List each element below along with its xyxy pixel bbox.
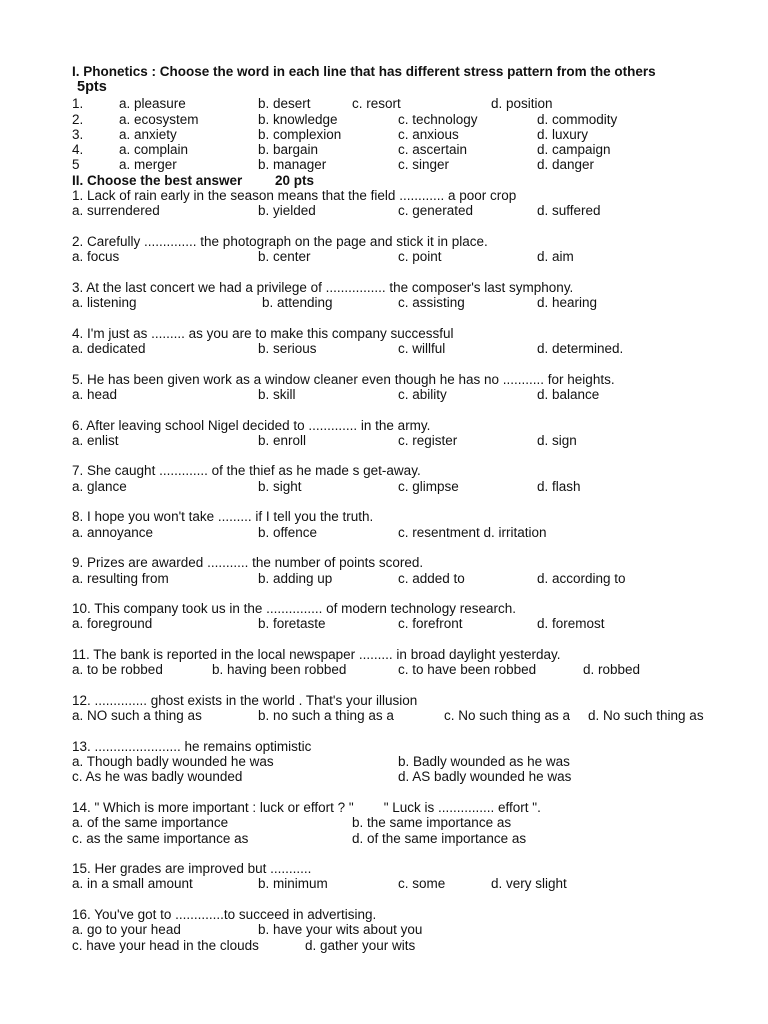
option-b: b. offence bbox=[258, 524, 318, 540]
option-d: d. balance bbox=[537, 386, 600, 402]
option-c: c. point bbox=[398, 249, 442, 265]
option-b: b. enroll bbox=[258, 432, 307, 448]
option-c: c. singer bbox=[398, 157, 450, 173]
option-b: b. knowledge bbox=[258, 111, 338, 127]
option-b: b. serious bbox=[258, 341, 317, 357]
question-text: 9. Prizes are awarded ........... the number of points scored. bbox=[72, 555, 424, 571]
question-text: 15. Her grades are improved but ........... bbox=[72, 861, 312, 877]
answer-row bbox=[72, 754, 732, 769]
answer-row bbox=[72, 662, 732, 677]
option-c: c. willful bbox=[398, 341, 446, 357]
option-c: c. No such thing as a bbox=[444, 708, 571, 724]
option-a: a. resulting from bbox=[72, 570, 169, 586]
option-c: c. register bbox=[398, 432, 458, 448]
question-text: 7. She caught ............. of the thief as he made s get-away. bbox=[72, 463, 421, 479]
option-b: b. yielded bbox=[258, 203, 316, 219]
option-b: b. desert bbox=[258, 96, 311, 112]
section2-heading-text: II. Choose the best answer bbox=[72, 172, 243, 188]
option-a: a. head bbox=[72, 386, 118, 402]
option-d: d. luxury bbox=[537, 126, 589, 142]
option-b: b. Badly wounded as he was bbox=[398, 754, 570, 770]
option-d: d. suffered bbox=[537, 203, 601, 219]
question-text: 5. He has been given work as a window cleaner even though he has no ........... for heights. bbox=[72, 371, 615, 387]
option-a: a. in a small amount bbox=[72, 876, 193, 892]
option-d: d. hearing bbox=[537, 295, 598, 311]
answer-row bbox=[72, 525, 732, 540]
option-b: b. attending bbox=[262, 295, 333, 311]
option-d: d. according to bbox=[537, 570, 626, 586]
option-d: d. AS badly wounded he was bbox=[398, 769, 572, 785]
phonetics-row bbox=[72, 96, 732, 111]
phonetics-row bbox=[72, 142, 732, 157]
option-a: a. merger bbox=[119, 157, 177, 173]
option-c: c. forefront bbox=[398, 616, 463, 632]
question-text: 6. After leaving school Nigel decided to ............. in the army. bbox=[72, 417, 431, 433]
option-b: b. foretaste bbox=[258, 616, 326, 632]
option-a: a. pleasure bbox=[119, 96, 186, 112]
option-a: a. Though badly wounded he was bbox=[72, 754, 274, 770]
option-c: c. to have been robbed bbox=[398, 662, 537, 678]
question-text: 13. ....................... he remains optimistic bbox=[72, 738, 312, 754]
option-a: a. go to your head bbox=[72, 922, 181, 938]
option-a: a. NO such a thing as bbox=[72, 708, 202, 724]
option-a: a. ecosystem bbox=[119, 111, 199, 127]
answer-row bbox=[72, 769, 732, 784]
option-d: d. of the same importance as bbox=[352, 830, 527, 846]
option-c: c. glimpse bbox=[398, 478, 459, 494]
option-c: c. assisting bbox=[398, 295, 465, 311]
section2-heading bbox=[72, 173, 732, 188]
option-a: a. listening bbox=[72, 295, 137, 311]
option-d: d. foremost bbox=[537, 616, 605, 632]
option-a: a. surrendered bbox=[72, 203, 160, 219]
answer-row bbox=[72, 295, 732, 310]
option-b: b. adding up bbox=[258, 570, 333, 586]
option-b: b. minimum bbox=[258, 876, 328, 892]
option-c: c. resort bbox=[352, 96, 401, 112]
option-b: b. the same importance as bbox=[352, 815, 512, 831]
option-d: d. aim bbox=[537, 249, 574, 265]
option-a: a. annoyance bbox=[72, 524, 154, 540]
row-number: 2. bbox=[72, 111, 84, 127]
option-c: c. as the same importance as bbox=[72, 830, 249, 846]
answer-row bbox=[72, 479, 732, 494]
question-text: 3. At the last concert we had a privilege of ................ the composer's last symphony. bbox=[72, 279, 574, 295]
option-d: d. robbed bbox=[583, 662, 641, 678]
option-b: b. bargain bbox=[258, 142, 319, 158]
worksheet bbox=[72, 64, 732, 953]
option-c: c. resentment d. irritation bbox=[398, 524, 547, 540]
option-d: d. position bbox=[491, 96, 553, 112]
phonetics-row bbox=[72, 127, 732, 142]
option-d: d. campaign bbox=[537, 142, 611, 158]
option-a: a. of the same importance bbox=[72, 815, 229, 831]
phonetics-row bbox=[72, 112, 732, 127]
option-b: b. skill bbox=[258, 386, 296, 402]
option-a: a. dedicated bbox=[72, 341, 146, 357]
option-c: c. anxious bbox=[398, 126, 459, 142]
option-d: d. commodity bbox=[537, 111, 618, 127]
question-text: 16. You've got to .............to succeed in advertising. bbox=[72, 907, 377, 923]
option-b: b. manager bbox=[258, 157, 327, 173]
section1-points: 5pts bbox=[77, 79, 107, 96]
option-d: d. flash bbox=[537, 478, 581, 494]
option-c: c. generated bbox=[398, 203, 474, 219]
option-b: b. center bbox=[258, 249, 311, 265]
answer-row bbox=[72, 876, 732, 891]
answer-row bbox=[72, 249, 732, 264]
row-number: 1. bbox=[72, 96, 84, 112]
question-text: 14. " Which is more important : luck or effort ? " " Luck is ............... effort ". bbox=[72, 799, 541, 815]
option-d: d. very slight bbox=[491, 876, 567, 892]
question-text: 4. I'm just as ......... as you are to make this company successful bbox=[72, 325, 454, 341]
option-d: d. gather your wits bbox=[305, 937, 416, 953]
answer-row bbox=[72, 616, 732, 631]
answer-row bbox=[72, 571, 732, 586]
answer-row bbox=[72, 387, 732, 402]
option-b: b. sight bbox=[258, 478, 302, 494]
answer-row bbox=[72, 341, 732, 356]
option-d: d. danger bbox=[537, 157, 595, 173]
question-text: 11. The bank is reported in the local newspaper ......... in broad daylight yesterday. bbox=[72, 646, 561, 662]
option-b: b. have your wits about you bbox=[258, 922, 423, 938]
answer-row bbox=[72, 433, 732, 448]
answer-row bbox=[72, 938, 732, 953]
option-a: a. focus bbox=[72, 249, 120, 265]
option-a: a. glance bbox=[72, 478, 127, 494]
option-a: a. complain bbox=[119, 142, 189, 158]
option-d: d. No such thing as bbox=[588, 708, 704, 724]
question-text: 8. I hope you won't take ......... if I tell you the truth. bbox=[72, 509, 374, 525]
answer-row bbox=[72, 203, 732, 218]
row-number: 5 bbox=[72, 157, 80, 173]
answer-row bbox=[72, 815, 732, 830]
option-c: c. have your head in the clouds bbox=[72, 937, 259, 953]
section1-heading bbox=[72, 64, 732, 79]
phonetics-row bbox=[72, 157, 732, 172]
option-d: d. determined. bbox=[537, 341, 624, 357]
option-c: c. some bbox=[398, 876, 446, 892]
option-c: c. ability bbox=[398, 386, 447, 402]
option-d: d. sign bbox=[537, 432, 577, 448]
section2-points: 20 pts bbox=[275, 172, 315, 188]
option-b: b. no such a thing as a bbox=[258, 708, 394, 724]
option-a: a. foreground bbox=[72, 616, 153, 632]
question-text: 1. Lack of rain early in the season means that the field ............ a poor crop bbox=[72, 188, 517, 204]
option-a: a. enlist bbox=[72, 432, 119, 448]
option-b: b. complexion bbox=[258, 126, 342, 142]
row-number: 3. bbox=[72, 126, 84, 142]
option-c: c. added to bbox=[398, 570, 465, 586]
answer-row bbox=[72, 831, 732, 846]
question-text: 10. This company took us in the ............... of modern technology research. bbox=[72, 601, 516, 617]
option-a: a. anxiety bbox=[119, 126, 177, 142]
section1-heading-text: I. Phonetics : Choose the word in each line that has different stress pattern from the others bbox=[72, 64, 656, 79]
option-c: c. As he was badly wounded bbox=[72, 769, 243, 785]
question-text: 12. .............. ghost exists in the world . That's your illusion bbox=[72, 692, 418, 708]
option-c: c. ascertain bbox=[398, 142, 468, 158]
option-b: b. having been robbed bbox=[212, 662, 347, 678]
answer-row bbox=[72, 922, 732, 937]
option-a: a. to be robbed bbox=[72, 662, 163, 678]
answer-row bbox=[72, 708, 732, 723]
row-number: 4. bbox=[72, 142, 84, 158]
option-c: c. technology bbox=[398, 111, 478, 127]
question-text: 2. Carefully .............. the photograph on the page and stick it in place. bbox=[72, 233, 488, 249]
